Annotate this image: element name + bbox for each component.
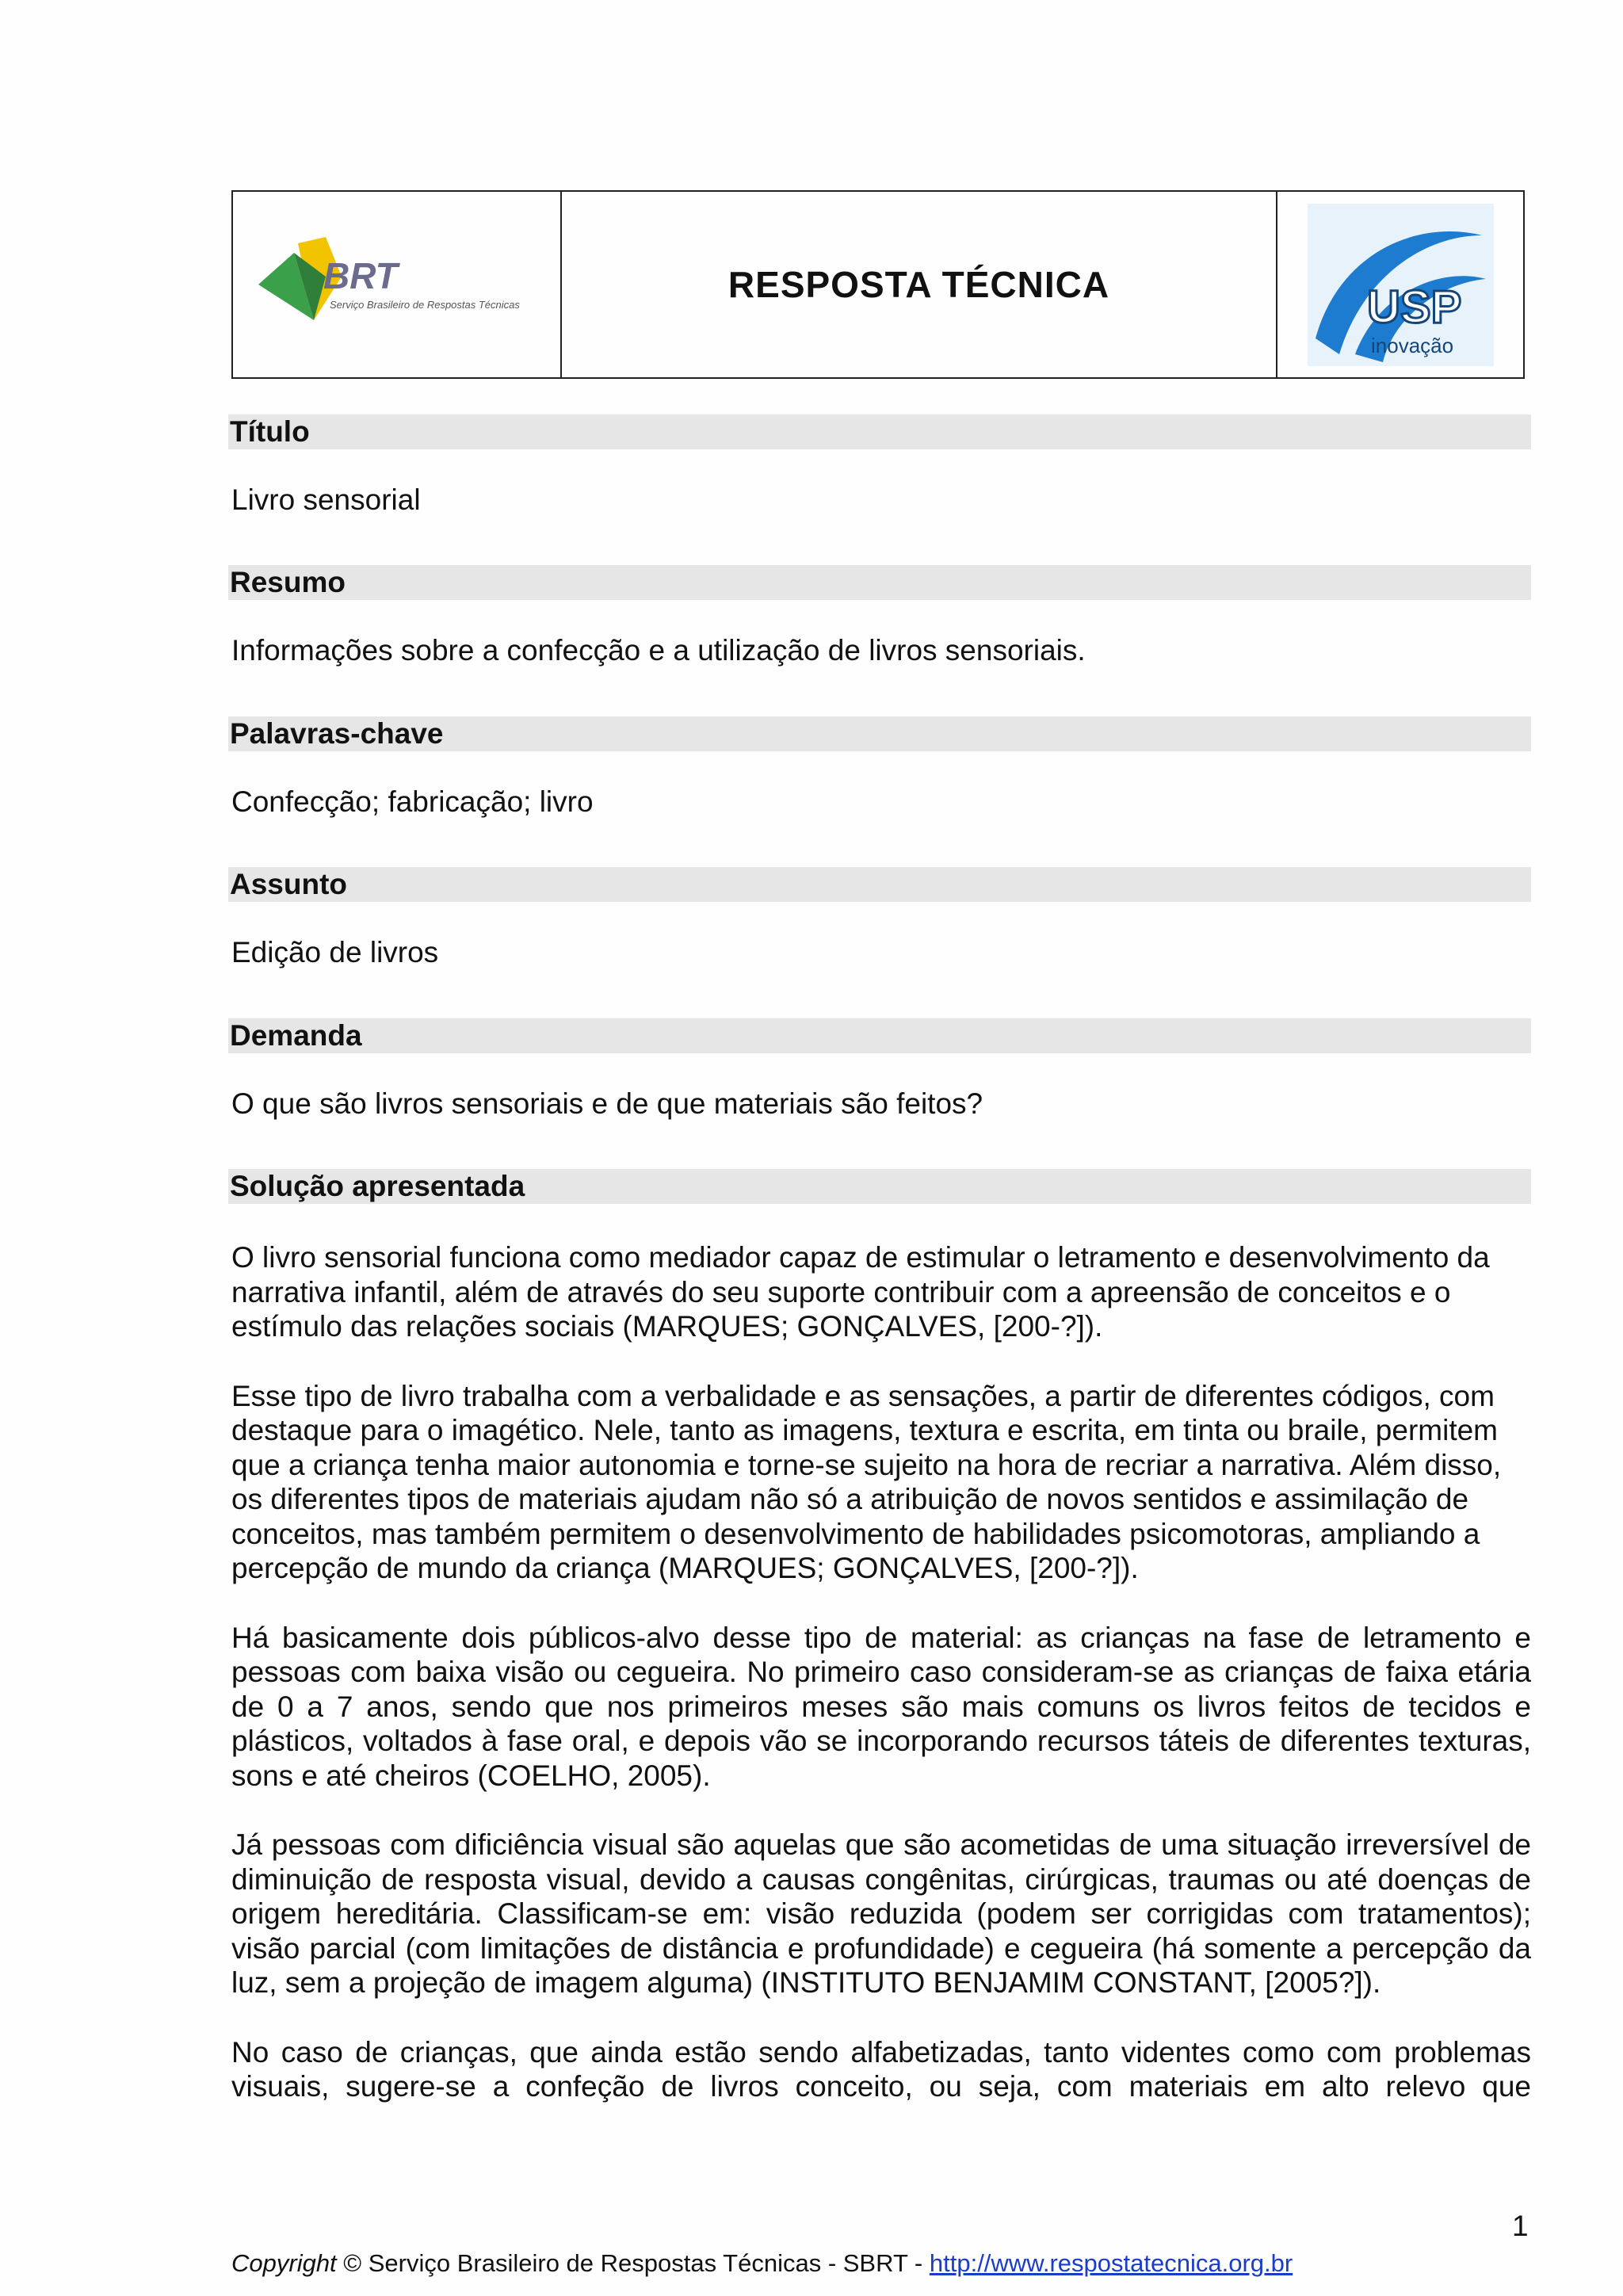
footer-text: © Serviço Brasileiro de Respostas Técnicas - SBRT - [336,2249,930,2277]
paragraph: O livro sensorial funciona como mediador capaz de estimular o letramento e desenvolvimento da narrativa infantil, além de através do seu suporte contribuir com a apreensão de conceitos e o estímulo das relações sociais (MARQUES; GONÇALVES, [200-?]). [231,1241,1490,1343]
document-header [231,190,1525,379]
sbrt-logo [250,229,544,340]
section-resumo [231,565,1531,668]
page-number: 1 [1512,2210,1529,2242]
section-solucao [231,1169,1531,2139]
usp-logo [1308,204,1494,366]
section-body: Edição de livros [231,936,439,968]
title-cell [562,192,1277,377]
copyright-label: Copyright [231,2249,337,2277]
section-heading: Resumo [228,565,1531,600]
section-palavras-chave [231,716,1531,819]
footer-link[interactable]: http://www.respostatecnica.org.br [929,2249,1293,2277]
paragraph: No caso de crianças, que ainda estão sendo alfabetizadas, tanto videntes como com problemas visuais, sugere-se a confeção de livros conceito, ou seja, com materiais em alto relevo que [231,2035,1531,2103]
svg-text:USP: USP [1366,281,1461,333]
solution-text [231,1240,1531,2104]
document-title: RESPOSTA TÉCNICA [727,264,1110,305]
section-demanda [231,1018,1531,1121]
section-heading: Palavras-chave [228,716,1531,751]
section-body: Confecção; fabricação; livro [231,785,594,818]
svg-text:inovação: inovação [1370,333,1453,357]
section-body: Informações sobre a confecção e a utilização de livros sensoriais. [231,634,1086,667]
footer [231,2249,1293,2278]
section-body: Livro sensorial [231,483,421,516]
svg-text:Serviço Brasileiro de Resposta: Serviço Brasileiro de Respostas Técnicas [329,299,520,311]
section-heading: Título [228,415,1531,449]
paragraph: Já pessoas com dificiência visual são aquelas que são acometidas de uma situação irreversível de diminuição de resposta visual, devido a causas congênitas, cirúrgicas, traumas ou até doenças de origem hereditária. Classificam-se em: visão reduzida (podem ser corrigidas com tratamentos); visão parcial (com limitações de distância e profundidade) e cegueira (há somente a percepção da luz, sem a projeção de imagem alguma) (INSTITUTO BENJAMIM CONSTANT, [2005?]). [231,1828,1531,1999]
section-heading: Solução apresentada [228,1169,1531,1204]
paragraph: Há basicamente dois públicos-alvo desse tipo de material: as crianças na fase de letramento e pessoas com baixa visão ou cegueira. No primeiro caso consideram-se as crianças de faixa etária de 0 a 7 anos, sendo que nos primeiros meses são mais comuns os livros feitos de tecidos e plásticos, voltados à fase oral, e depois vão se incorporando recursos táteis de diferentes texturas, sons e até cheiros (COELHO, 2005). [231,1621,1531,1792]
sbrt-logo-cell [233,192,562,377]
svg-text:BRT: BRT [323,255,398,296]
section-heading: Demanda [228,1018,1531,1053]
section-heading: Assunto [228,867,1531,902]
section-assunto [231,867,1531,970]
section-body: O que são livros sensoriais e de que materiais são feitos? [231,1087,983,1120]
usp-logo-cell [1277,192,1523,377]
section-titulo [231,415,1531,518]
paragraph: Esse tipo de livro trabalha com a verbalidade e as sensações, a partir de diferentes códigos, com destaque para o imagético. Nele, tanto as imagens, textura e escrita, em tinta ou braile, permitem que a criança tenha maior autonomia e torne-se sujeito na hora de recriar a narrativa. Além disso, os diferentes tipos de materiais ajudam não só a atribuição de novos sentidos e assimilação de conceitos, mas também permitem o desenvolvimento de habilidades psicomotoras, ampliando a percepção de mundo da criança (MARQUES; GONÇALVES, [200-?]). [231,1379,1502,1584]
